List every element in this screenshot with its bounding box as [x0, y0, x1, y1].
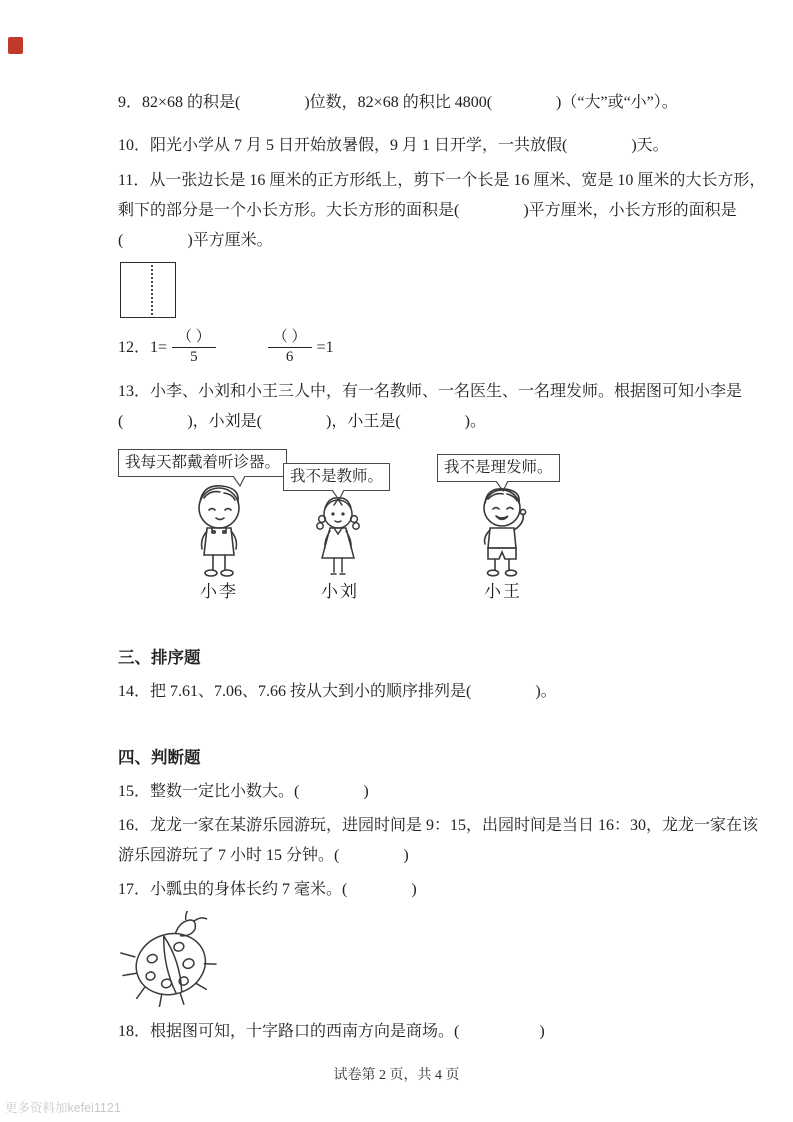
section-title-sorting: 三、排序题: [118, 648, 201, 667]
boy-shorts-drawing: [465, 485, 541, 577]
question-12-prefix: 12．1=: [118, 338, 168, 356]
question-17: 17．小瓢虫的身体长约 7 毫米。( ): [118, 881, 417, 898]
question-16-line2: 游乐园游玩了 7 小时 15 分钟。( ): [118, 847, 409, 864]
speech-bubble-xiaowang: 我不是理发师。: [437, 454, 560, 482]
section-title-judge: 四、判断题: [118, 748, 201, 767]
question-12: [118, 328, 690, 367]
question-18: 18．根据图可知，十字路口的西南方向是商场。( ): [118, 1023, 545, 1040]
fraction-blank-over-6: [268, 328, 312, 367]
figure-xiaoli: [118, 449, 286, 599]
page-footer: 试卷第 2 页，共 4 页: [333, 1068, 460, 1083]
question-16-line1: 16．龙龙一家在某游乐园游玩，进园时间是 9：15，出园时间是当日 16：30，龙龙一家在该: [118, 817, 759, 834]
dashed-fold-line: [151, 265, 153, 315]
watermark-text: 更多资料加kefei1121: [5, 1101, 121, 1115]
red-corner-mark-icon: [8, 37, 23, 54]
question-13-line2: ( )，小刘是( )，小王是( )。: [118, 413, 486, 430]
person-name-xiaoliu: 小刘: [321, 582, 359, 601]
question-11-line3: ( )平方厘米。: [118, 232, 273, 249]
speech-bubble-xiaoliu: 我不是教师。: [283, 463, 390, 491]
ladybug-drawing: [118, 911, 230, 1007]
question-13-illustration: [118, 449, 690, 599]
figure-xiaowang: [437, 449, 572, 599]
fraction-numerator-blank: （ ）: [268, 328, 312, 348]
girl-dress-drawing: [303, 495, 373, 579]
speech-bubble-xiaoli: 我每天都戴着听诊器。: [118, 449, 287, 477]
fraction-blank-over-5: [172, 328, 216, 367]
person-name-xiaowang: 小王: [484, 582, 522, 601]
question-15: 15．整数一定比小数大。( ): [118, 783, 369, 800]
question-11-line1: 11．从一张边长是 16 厘米的正方形纸上，剪下一个长是 16 厘米、宽是 10 厘米的大长方形，: [118, 172, 766, 189]
boy-overalls-drawing: [180, 481, 260, 581]
question-10: 10．阳光小学从 7 月 5 日开始放暑假，9 月 1 日开学，一共放假( )天。: [118, 137, 669, 154]
fraction-denominator: 6: [285, 349, 294, 365]
fraction-denominator: 5: [190, 349, 198, 365]
page-content: [118, 88, 766, 1047]
square-fold-figure: [120, 262, 176, 318]
question-14: 14．把 7.61、7.06、7.66 按从大到小的顺序排列是( )。: [118, 683, 557, 700]
question-11-line2: 剩下的部分是一个小长方形。大长方形的面积是( )平方厘米，小长方形的面积是: [118, 202, 737, 219]
person-name-xiaoli: 小李: [200, 582, 238, 601]
fraction-numerator-blank: （ ）: [172, 328, 216, 348]
question-13-line1: 13．小李、小刘和小王三人中，有一名教师、一名医生、一名理发师。根据图可知小李是: [118, 383, 743, 400]
figure-xiaoliu: [283, 449, 398, 599]
question-12-suffix: =1: [316, 338, 334, 356]
question-9: 9．82×68 的积是( )位数，82×68 的积比 4800( )（“大”或“小”）。: [118, 94, 678, 111]
